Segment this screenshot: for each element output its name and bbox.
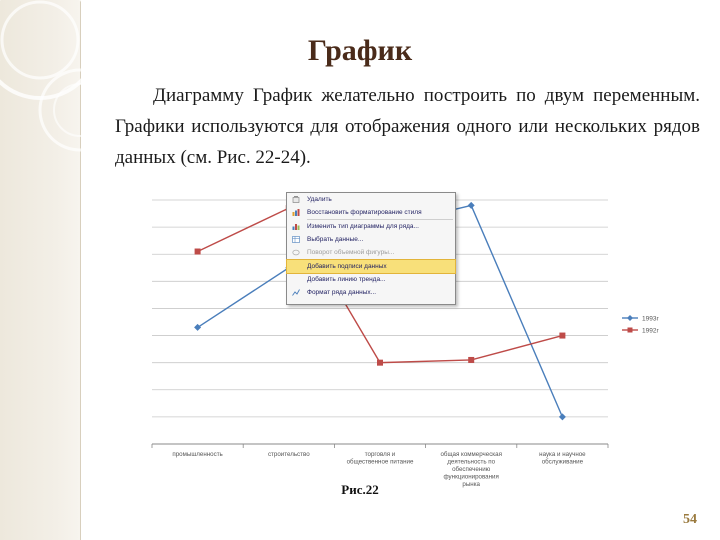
menu-item-label: Добавить линию тренда...	[307, 276, 386, 283]
restore-style-icon	[292, 209, 300, 216]
x-tick-label: наука и научное обслуживание	[539, 451, 586, 466]
menu-item[interactable]	[287, 193, 455, 206]
legend-marker	[628, 328, 633, 333]
menu-item[interactable]	[287, 286, 455, 299]
data-point	[559, 333, 565, 339]
figure-caption: Рис.22	[341, 482, 379, 497]
decorative-circles	[0, 0, 120, 200]
menu-item[interactable]	[287, 220, 455, 233]
menu-item[interactable]	[287, 260, 455, 273]
x-tick-label: общая коммерческая деятельность по обеспечению функционирования рынка	[440, 451, 502, 488]
chart-type-icon	[292, 223, 300, 230]
data-point	[194, 324, 201, 331]
body-paragraph: Диаграмму График желательно построить по двум переменным. Графики используются для отображения одного или нескольких рядов данных (см. Рис. 22-24).	[115, 85, 700, 168]
menu-item-label: Формат ряда данных...	[307, 289, 377, 296]
format-series-icon	[292, 289, 300, 296]
delete-icon	[292, 196, 300, 203]
x-tick-label: строительство	[267, 451, 310, 458]
legend-label: 1992г	[642, 327, 659, 335]
data-point	[377, 360, 383, 366]
legend-marker	[627, 315, 633, 321]
menu-item-label: Восстановить форматирование стиля	[307, 209, 422, 216]
menu-item[interactable]	[287, 206, 455, 219]
menu-item[interactable]	[287, 233, 455, 246]
data-point	[559, 413, 566, 420]
menu-item[interactable]	[287, 273, 455, 286]
data-point	[468, 202, 475, 209]
select-data-icon	[292, 236, 300, 243]
legend-label: 1993г	[642, 315, 659, 323]
chart-context-menu	[286, 192, 456, 305]
data-point	[468, 357, 474, 363]
menu-item	[287, 246, 455, 259]
x-tick-label: торговля и общественное питание	[346, 451, 414, 466]
menu-item-label: Удалить	[307, 196, 332, 203]
x-tick-label: промышленность	[172, 451, 223, 458]
menu-item-label: Поворот объемной фигуры...	[307, 249, 395, 256]
menu-item-label: Выбрать данные...	[307, 236, 364, 243]
rotate-3d-icon	[292, 249, 300, 256]
slide-title: График	[307, 34, 413, 67]
page-number: 54	[683, 512, 697, 527]
slide-body-text	[115, 80, 700, 173]
menu-item-label: Изменить тип диаграммы для ряда...	[307, 223, 419, 230]
data-point	[195, 249, 201, 255]
menu-item-label: Добавить подписи данных	[307, 263, 387, 270]
